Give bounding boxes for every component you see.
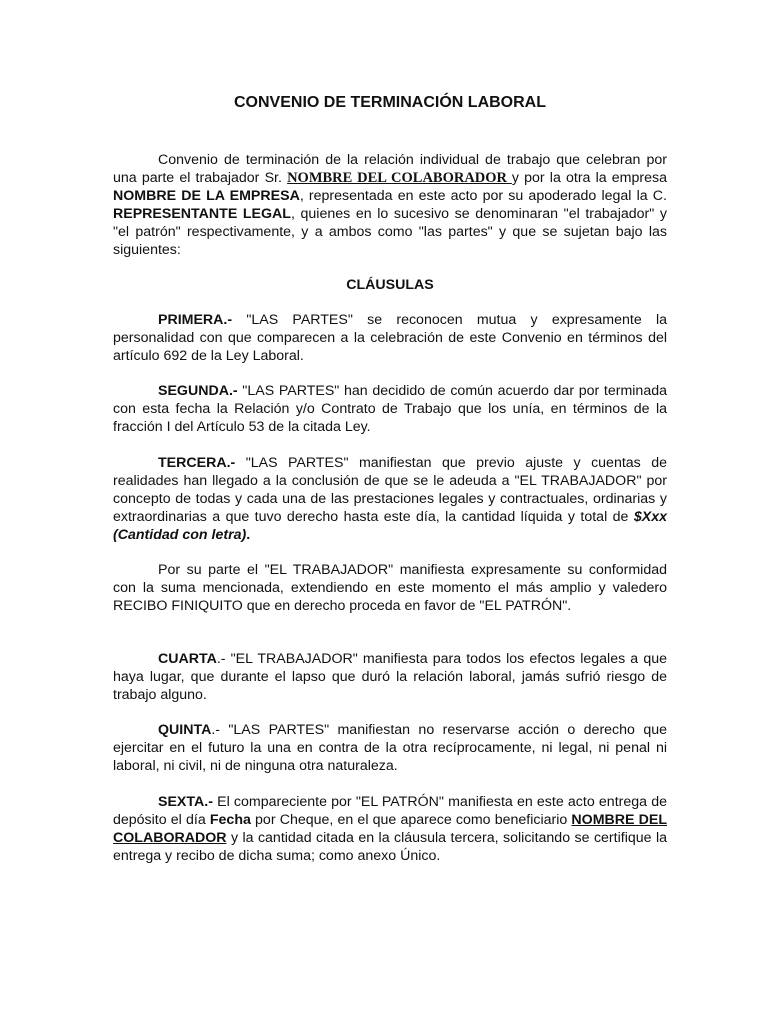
clausula-cuarta	[113, 650, 667, 704]
clausula-tercera	[113, 454, 667, 544]
clausula-tercera-continuacion	[113, 561, 667, 615]
intro-text-1: Convenio de terminación de la relación individual de trabajo que celebran por una parte el trabajador Sr.	[113, 152, 667, 186]
tercera-label: TERCERA.-	[158, 455, 236, 471]
tercera-b-text: Por su parte el "EL TRABAJADOR" manifiesta expresamente su conformidad con la suma mencionada, extendiendo en este momento el más amplio y valedero RECIBO FINIQUITO que en derecho proceda en favor de "EL PATRÓN".	[113, 562, 667, 614]
quinta-text: .- "LAS PARTES" manifiestan no reservarse acción o derecho que ejercitar en el futuro la una en contra de la otra recíprocamente, ni legal, ni penal ni laboral, ni civil, ni de ninguna otra naturaleza.	[113, 722, 667, 774]
clausula-primera	[113, 311, 667, 365]
intro-text-3: , representada en este acto por su apoderado legal la C.	[299, 188, 667, 204]
document-title: CONVENIO DE TERMINACIÓN LABORAL	[234, 94, 546, 111]
colaborador-name: NOMBRE DEL COLABORADOR	[287, 170, 512, 186]
clausulas-heading: CLÁUSULAS	[346, 277, 434, 293]
sexta-text-2: por Cheque, en el que aparece como beneficiario	[250, 812, 572, 828]
tercera-text: "LAS PARTES" manifiestan que previo ajuste y cuentas de realidades han llegado a la conclusión de que se le adeuda a "EL TRABAJADOR" por concepto de todas y cada una de las prestaciones legales y contractuales, ordinarias y extraordinarias a que tuvo derecho hasta este día, la cantidad líquida y total de	[113, 455, 667, 525]
segunda-text: "LAS PARTES" han decidido de común acuerdo dar por terminada con esta fecha la Relación y/o Contrato de Trabajo que los unía, en términos de la fracción I del Artículo 53 de la citada Ley.	[113, 383, 667, 435]
sexta-colaborador-name: NOMBRE DEL COLABORADOR	[113, 812, 668, 846]
primera-text: "LAS PARTES" se reconocen mutua y expresamente la personalidad con que comparecen a la celebración de este Convenio en términos del artículo 692 de la Ley Laboral.	[113, 312, 667, 364]
quinta-label: QUINTA	[158, 722, 212, 738]
intro-text-2: y por la otra la empresa	[511, 170, 667, 186]
tercera-cantidad: $Xxx (Cantidad con letra)	[113, 509, 667, 543]
sexta-text-3: y la cantidad citada en la cláusula tercera, solicitando se certifique la entrega y recibo de dicha suma; como anexo Único.	[113, 830, 667, 864]
sexta-label: SEXTA.-	[158, 794, 213, 810]
segunda-label: SEGUNDA.-	[158, 383, 238, 399]
cuarta-text: .- "EL TRABAJADOR" manifiesta para todos los efectos legales a que haya lugar, que durante el lapso que duró la relación laboral, jamás sufrió riesgo de trabajo alguno.	[113, 651, 667, 703]
representante-name: REPRESENTANTE LEGAL	[113, 206, 291, 222]
clausula-sexta	[113, 793, 667, 865]
clausula-quinta	[113, 721, 667, 775]
intro-paragraph	[113, 151, 667, 259]
clausula-segunda	[113, 382, 667, 436]
empresa-name: NOMBRE DE LA EMPRESA	[113, 188, 300, 204]
cuarta-label: CUARTA	[158, 651, 217, 667]
sexta-text-1: El compareciente por "EL PATRÓN" manifiesta en este acto entrega de depósito el día	[113, 794, 667, 828]
intro-text-4: , quienes en lo sucesivo se denominaran "el trabajador" y "el patrón" respectivamente, y a ambos como "las partes" y que se sujetan bajo las siguientes:	[113, 206, 667, 258]
sexta-fecha: Fecha	[209, 812, 251, 828]
tercera-end: .	[246, 527, 251, 543]
primera-label: PRIMERA.-	[158, 312, 233, 328]
